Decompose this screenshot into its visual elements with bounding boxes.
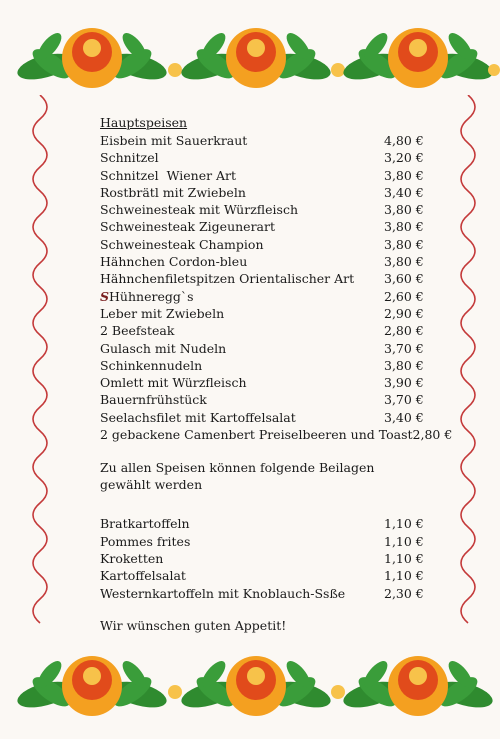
menu-item-price: 3,80 € <box>384 254 424 270</box>
side-item-name: Westernkartoffeln mit Knoblauch-Ssße <box>100 585 346 601</box>
side-dishes-note: Zu allen Speisen können folgende Beilagen gewählt werden <box>100 460 375 493</box>
menu-item <box>100 236 430 253</box>
menu-item-name: Schweinesteak Zigeunerart <box>100 219 275 235</box>
menu-item <box>100 305 430 322</box>
flower-icon <box>179 28 334 88</box>
swirl-border-left <box>22 95 58 640</box>
side-item-price: 1,10 € <box>384 533 424 549</box>
menu-item-price: 3,20 € <box>384 150 424 166</box>
berry-icon <box>331 685 345 699</box>
side-item-price: 1,10 € <box>384 568 424 584</box>
menu-item-name: 2 gebackene Camenbert Preiselbeeren und Toast <box>100 427 413 443</box>
menu-item-price: 2,60 € <box>384 288 424 304</box>
menu-item-name: Schnitzel Wiener Art <box>100 167 237 183</box>
menu-item-price: 2,90 € <box>384 305 424 321</box>
menu-item-price: 3,80 € <box>384 357 424 373</box>
menu-item <box>100 201 430 218</box>
side-item-name: Pommes frites <box>100 533 191 549</box>
menu-item-price: 3,80 € <box>384 219 424 235</box>
closing-message: Wir wünschen guten Appetit! <box>100 617 287 633</box>
side-item-price: 2,30 € <box>384 585 424 601</box>
menu-item-price: 3,90 € <box>384 375 424 391</box>
menu-item-price: 3,80 € <box>384 202 424 218</box>
menu-item-price: 2,80 € <box>412 427 453 443</box>
menu-item <box>100 288 430 305</box>
menu-item <box>100 374 430 391</box>
menu-item-name: Schweinesteak Champion <box>100 236 264 252</box>
menu-item <box>100 149 430 166</box>
swirl-border-right <box>450 95 486 640</box>
flower-icon <box>15 656 170 716</box>
flower-icon <box>179 656 334 716</box>
menu-item-price: 4,80 € <box>384 133 424 148</box>
menu-item-price: 3,70 € <box>384 392 424 408</box>
floral-border-bottom <box>0 624 500 739</box>
menu-item <box>100 322 430 339</box>
berry-icon <box>168 63 182 77</box>
side-item <box>100 550 430 567</box>
menu-item-name: Bauernfrühstück <box>100 392 207 408</box>
menu-item-price: 3,40 € <box>384 409 424 425</box>
floral-border-top <box>0 0 500 115</box>
menu-item-name: Omlett mit Würzfleisch <box>100 375 247 391</box>
menu-item <box>100 132 430 149</box>
side-item-price: 1,10 € <box>384 516 424 532</box>
side-item-name: Kroketten <box>100 550 164 566</box>
menu-item-name: Hähnchen Cordon-bleu <box>100 254 248 270</box>
main-dishes-list <box>100 132 453 443</box>
berry-icon <box>488 64 500 76</box>
menu-item <box>100 409 430 426</box>
flower-icon <box>341 656 496 716</box>
menu-item-price: 3,80 € <box>384 167 424 183</box>
menu-item-name: Gulasch mit Nudeln <box>100 340 227 356</box>
handwritten-correction: S <box>100 288 110 304</box>
menu-item-price: 3,60 € <box>384 271 424 287</box>
menu-item-price: 3,40 € <box>384 184 424 200</box>
menu-item <box>100 253 430 270</box>
menu-item <box>100 391 430 408</box>
menu-item <box>100 218 430 235</box>
menu-item <box>100 357 430 374</box>
menu-item-name-text: Hühneregg`s <box>109 288 194 304</box>
side-item <box>100 533 430 550</box>
menu-item-name: 2 Beefsteak <box>100 323 175 339</box>
menu-item-name: Schnitzel <box>100 150 159 166</box>
menu-item-name: Eisbein mit Sauerkraut <box>100 133 248 148</box>
menu-item-name: Schweinesteak mit Würzfleisch <box>100 202 298 218</box>
menu-item-price: 3,70 € <box>384 340 424 356</box>
side-item <box>100 515 430 532</box>
menu-item-name: Rostbrätl mit Zwiebeln <box>100 184 246 200</box>
menu-item <box>100 340 430 357</box>
menu-item <box>100 426 453 443</box>
berry-icon <box>168 685 182 699</box>
flower-icon <box>341 28 496 88</box>
side-item-name: Bratkartoffeln <box>100 516 190 532</box>
menu-item <box>100 167 430 184</box>
menu-item <box>100 184 430 201</box>
section-heading: Hauptspeisen <box>100 115 188 130</box>
side-dishes-list <box>100 515 430 601</box>
side-item-price: 1,10 € <box>384 550 424 566</box>
menu-item-name: Schinkennudeln <box>100 357 203 373</box>
flower-icon <box>15 28 170 88</box>
menu-item-name: Leber mit Zwiebeln <box>100 305 225 321</box>
menu-item-name: Hähnchenfiletspitzen Orientalischer Art <box>100 271 355 287</box>
menu-item-price: 3,80 € <box>384 236 424 252</box>
menu-item-name <box>100 288 194 305</box>
menu-item <box>100 270 430 287</box>
side-item <box>100 567 430 584</box>
side-item <box>100 585 430 602</box>
menu-item-price: 2,80 € <box>384 323 424 339</box>
menu-card <box>100 114 453 633</box>
side-item-name: Kartoffelsalat <box>100 568 186 584</box>
menu-item-name: Seelachsfilet mit Kartoffelsalat <box>100 409 296 425</box>
berry-icon <box>331 63 345 77</box>
